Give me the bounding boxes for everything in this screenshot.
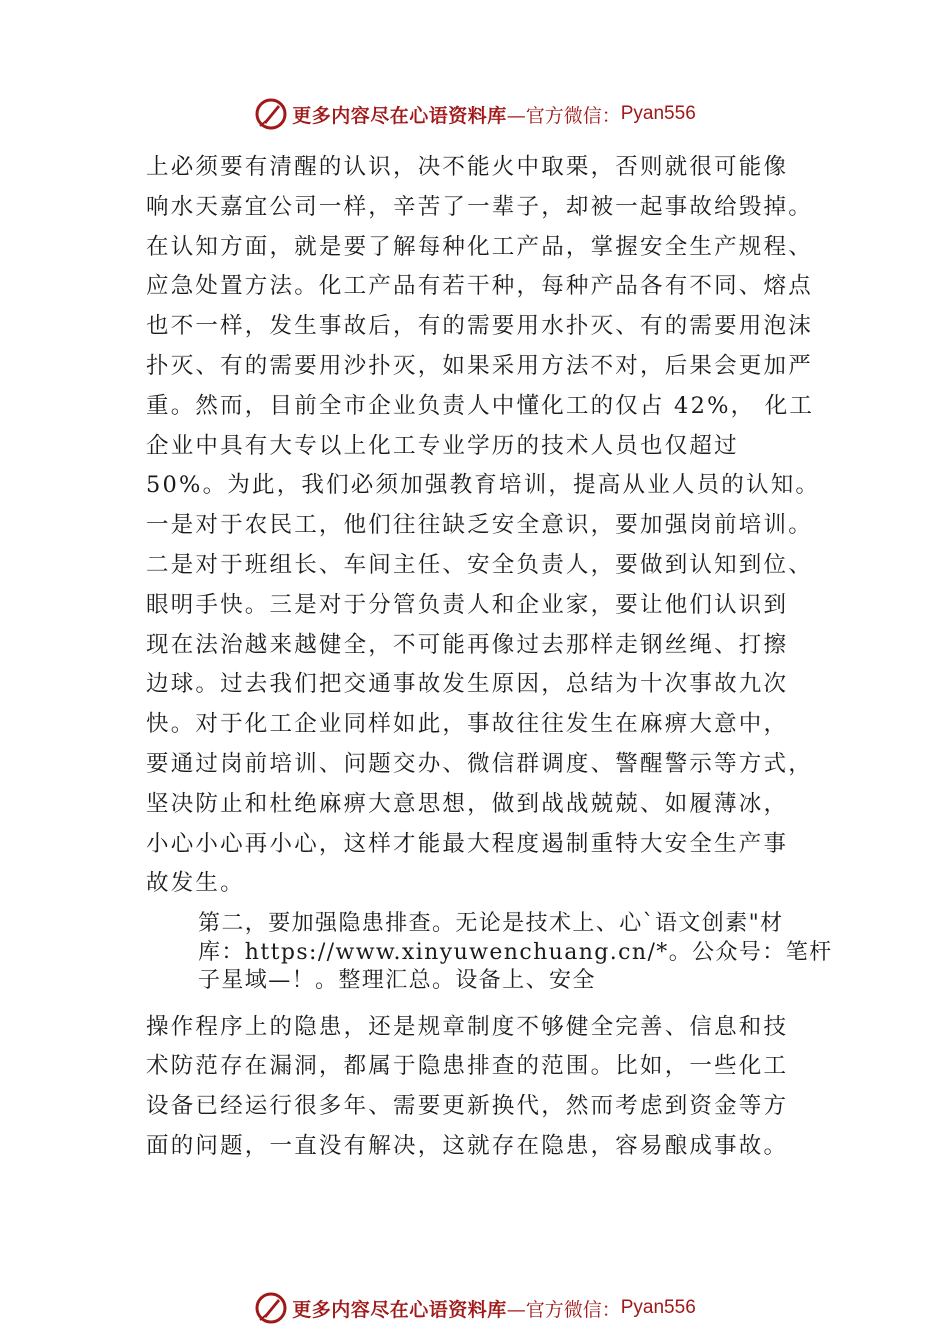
text-line: 现在法治越来越健全，不可能再像过去那样走钢丝绳、打擦 — [146, 631, 789, 658]
text-line: 小心小心再小心，这样才能最大程度遏制重特大安全生产事 — [146, 830, 789, 857]
text-line: 坚决防止和杜绝麻痹大意思想，做到战战兢兢、如履薄冰， — [146, 790, 789, 817]
text-line: 响水天嘉宜公司一样，辛苦了一辈子，却被一起事故给毁掉。 — [146, 193, 813, 220]
text-line: 故发生。 — [146, 870, 245, 897]
text-line: 操作程序上的隐患，还是规章制度不够健全完善、信息和技 — [146, 1013, 789, 1040]
banner-wechat-text: —官方微信： — [506, 1298, 621, 1321]
paragraph-1 — [146, 148, 836, 904]
text-line: 子星域—！。整理汇总。设备上、安全 — [198, 968, 596, 994]
text-line: 快。对于化工企业同样如此，事故往往发生在麻痹大意中， — [146, 711, 789, 738]
text-line: 重。然而，目前全市企业负责人中懂化工的仅占 42%， 化工 — [146, 392, 815, 419]
text-line: 面的问题，一直没有解决，这就存在隐患，容易酿成事故。 — [146, 1133, 789, 1160]
text-line: 设备已经运行很多年、需要更新换代，然而考虑到资金等方 — [146, 1093, 789, 1120]
document-body — [146, 148, 836, 1167]
quill-circle-logo — [254, 1291, 288, 1325]
paragraph-2 — [146, 1008, 836, 1167]
banner-site-text: 更多内容尽在心语资料库 — [292, 104, 507, 127]
text-line: 边球。过去我们把交通事故发生原因，总结为十次事故九次 — [146, 671, 789, 698]
footer-banner — [0, 1288, 950, 1328]
banner-account: Pyan556 — [620, 1297, 696, 1318]
text-line: 库：https://www.xinyuwenchuang.cn/*。公众号：笔杆 — [198, 939, 833, 965]
text-line: 企业中具有大专以上化工专业学历的技术人员也仅超过 — [146, 432, 739, 459]
text-line: 要通过岗前培训、问题交办、微信群调度、警醒警示等方式， — [146, 750, 813, 777]
header-banner — [0, 94, 950, 134]
quill-circle-logo — [254, 97, 288, 131]
text-line: 50%。为此，我们必须加强教育培训，提高从业人员的认知。 — [146, 472, 821, 499]
text-line: 应急处置方法。化工产品有若干种，每种产品各有不同、熔点 — [146, 273, 813, 300]
text-line: 二是对于班组长、车间主任、安全负责人，要做到认知到位、 — [146, 551, 813, 578]
text-line: 术防范存在漏洞，都属于隐患排查的范围。比如，一些化工 — [146, 1053, 789, 1080]
text-line: 在认知方面，就是要了解每种化工产品，掌握安全生产规程、 — [146, 233, 813, 260]
banner-site-text: 更多内容尽在心语资料库 — [292, 1298, 507, 1321]
text-line: 一是对于农民工，他们往往缺乏安全意识，要加强岗前培训。 — [146, 512, 813, 539]
watermark-paragraph — [146, 910, 836, 996]
text-line: 扑灭、有的需要用沙扑灭，如果采用方法不对，后果会更加严 — [146, 352, 813, 379]
text-line: 也不一样，发生事故后，有的需要用水扑灭、有的需要用泡沫 — [146, 313, 813, 340]
text-line: 眼明手快。三是对于分管负责人和企业家，要让他们认识到 — [146, 591, 789, 618]
banner-wechat-text: —官方微信： — [506, 104, 621, 127]
banner-account: Pyan556 — [620, 103, 696, 124]
text-line: 上必须要有清醒的认识，决不能火中取栗，否则就很可能像 — [146, 154, 789, 180]
text-line: 第二，要加强隐患排查。无论是技术上、心`语文创素"材 — [198, 911, 784, 937]
